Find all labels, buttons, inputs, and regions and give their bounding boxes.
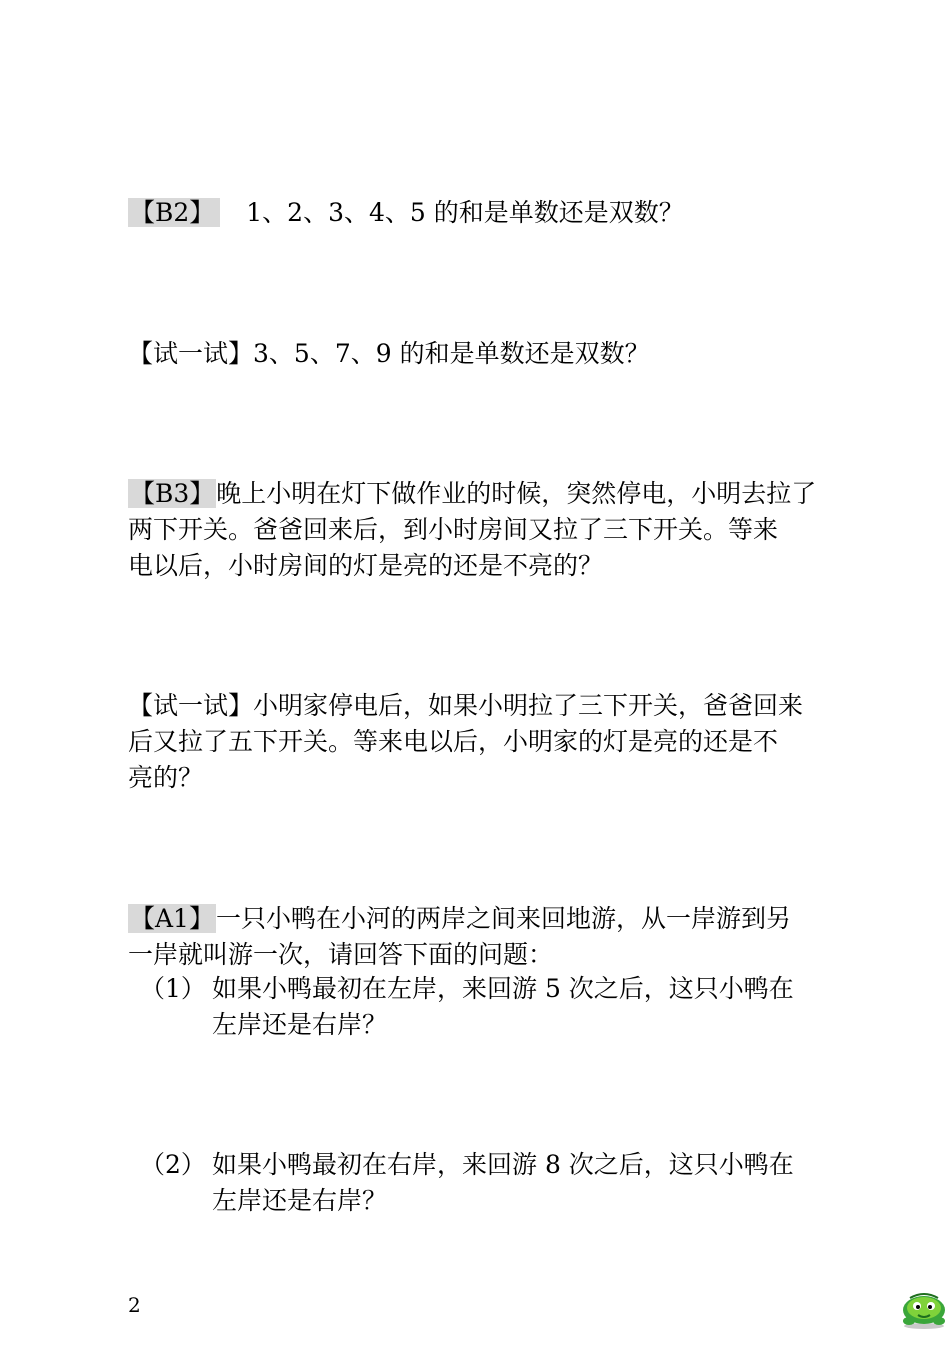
problem-b3-line-2: 两下开关。爸爸回来后，到小时房间又拉了三下开关。等来: [128, 515, 779, 544]
problem-b3-line-1: 晚上小明在灯下做作业的时候，突然停电，小明去拉了: [216, 479, 817, 508]
sub-question-2-number: （2）: [140, 1150, 206, 1179]
problem-b2: [128, 195, 828, 231]
problem-a1: [128, 901, 828, 973]
turtle-icon: [900, 1288, 948, 1330]
exercise-try-2-line-3: 亮的？: [128, 763, 204, 792]
exercise-tag-try-1: 【试一试】: [128, 339, 254, 368]
sub-question-1-line-1: 如果小鸭最初在左岸，来回游 5 次之后，这只小鸭在: [212, 974, 794, 1003]
problem-b3: [128, 476, 828, 584]
page-number: 2: [128, 1293, 141, 1317]
sub-question-2-line-2: 左岸还是右岸？: [212, 1186, 388, 1215]
problem-a1-line-2: 一岸就叫游一次，请回答下面的问题：: [128, 940, 554, 969]
exercise-tag-try-2: 【试一试】: [128, 691, 254, 720]
problem-a1-line-1: 一只小鸭在小河的两岸之间来回地游，从一岸游到另: [215, 904, 791, 933]
sub-question-1-text: [212, 971, 828, 1043]
problem-tag-a1: 【A1】: [130, 904, 214, 933]
sub-question-2-text: [212, 1147, 828, 1219]
exercise-try-2-line-2: 后又拉了五下开关。等来电以后，小明家的灯是亮的还是不: [128, 727, 779, 756]
sub-question-1-line-2: 左岸还是右岸？: [212, 1010, 388, 1039]
exercise-try-2: [128, 688, 828, 796]
exercise-try-1-text: 3、5、7、9 的和是单数还是双数？: [253, 339, 650, 368]
problem-tag-b3: 【B3】: [130, 479, 215, 508]
sub-question-2-line-1: 如果小鸭最初在右岸，来回游 8 次之后，这只小鸭在: [212, 1150, 794, 1179]
exercise-try-1: [128, 336, 828, 372]
problem-tag-b2: 【B2】: [128, 198, 220, 227]
problem-b3-line-3: 电以后，小时房间的灯是亮的还是不亮的？: [128, 551, 604, 580]
problem-b2-text: 1、2、3、4、5 的和是单数还是双数？: [246, 198, 684, 227]
sub-question-1-number: （1）: [140, 974, 206, 1003]
exercise-try-2-line-1: 小明家停电后，如果小明拉了三下开关，爸爸回来: [253, 691, 804, 720]
